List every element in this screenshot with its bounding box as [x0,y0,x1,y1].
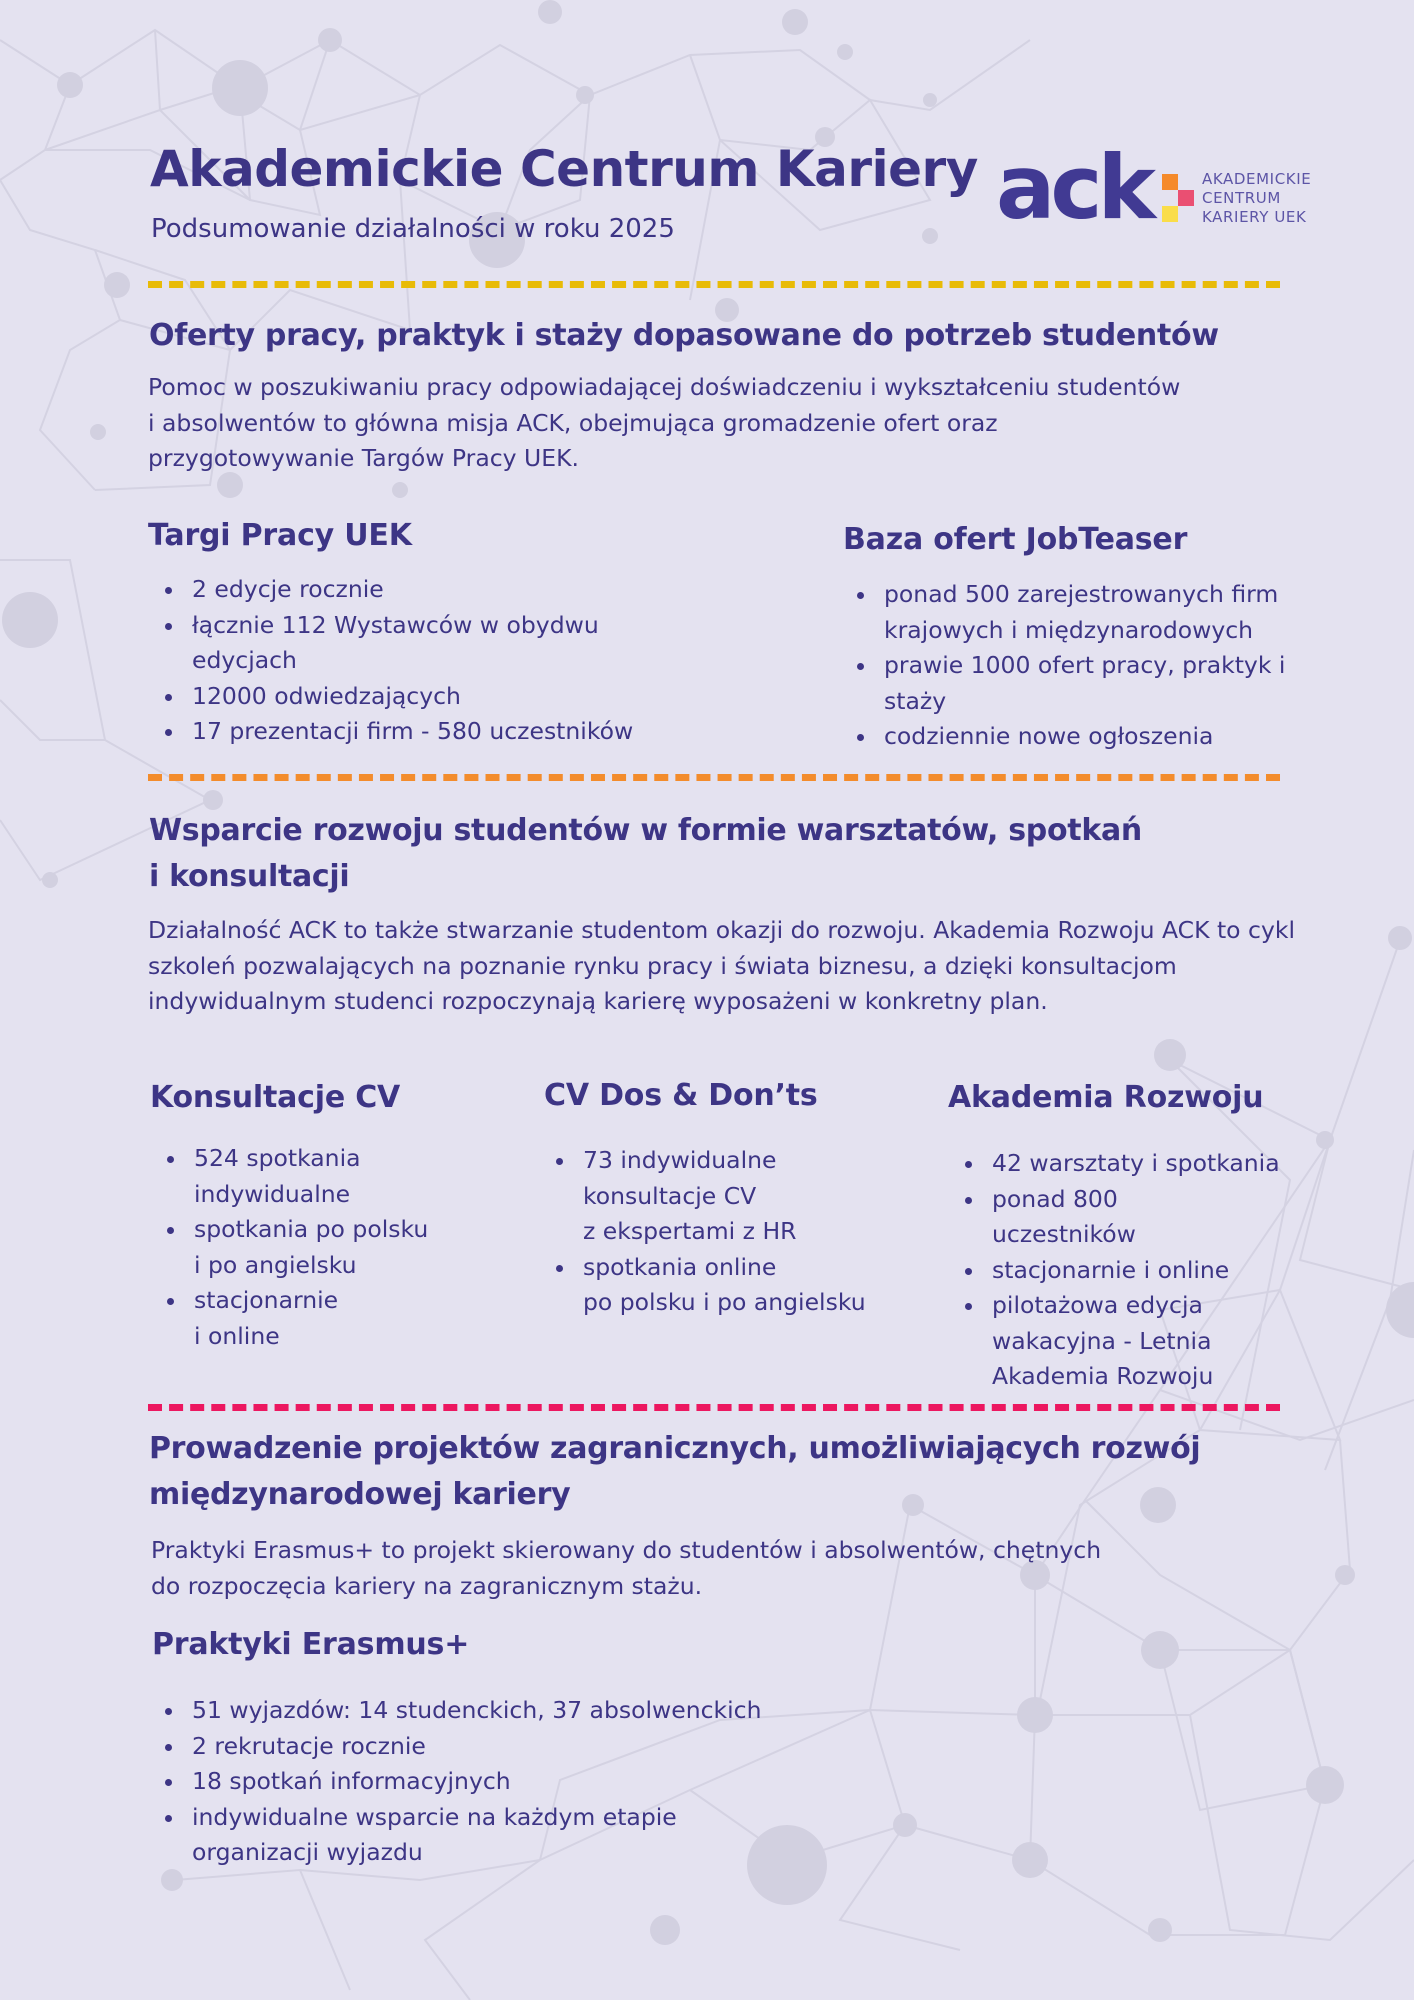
section-text-development: Działalność ACK to także stwarzanie studentom okazji do rozwoju. Akademia Rozwoju ACK to cykl szkoleń pozwalających na poznanie rynku pracy i świata biznesu, a dzięki konsultacjom indywidualnym studenci rozpoczynają karierę wyposażeni w konkretny plan. [148,916,1295,1015]
logo-text-line1: AKADEMICKIE [1202,170,1312,188]
list-item: spotkania online po polsku i po angielsku [539,1250,929,1321]
subheading-akademia-rozwoju: Akademia Rozwoju [948,1080,1264,1115]
list-praktyki-erasmus [148,1693,908,1871]
logo-text-line3: KARIERY UEK [1202,208,1307,226]
list-item: spotkania po polsku i po angielsku [150,1212,530,1283]
section-heading-line: Prowadzenie projektów zagranicznych, umożliwiających rozwój [149,1431,1201,1466]
list-item: 2 rekrutacje rocznie [148,1729,908,1765]
list-jobteaser [840,577,1340,755]
list-item: ponad 500 zarejestrowanych firm krajowych i międzynarodowych [840,577,1340,648]
ack-logo [996,136,1336,239]
list-item: 2 edycje rocznie [148,572,708,608]
list-item: indywidualne wsparcie na każdym etapie organizacji wyjazdu [148,1800,908,1871]
list-item: prawie 1000 ofert pracy, praktyk i staży [840,648,1340,719]
logo-text [1202,170,1311,227]
page-title: Akademickie Centrum Kariery [150,140,978,198]
list-item: codziennie nowe ogłoszenia [840,719,1340,755]
logo-square-pink-icon [1178,190,1194,206]
list-item: 73 indywidualne konsultacje CV z ekspertami z HR [539,1143,929,1250]
list-item: stacjonarnie i online [948,1253,1328,1289]
list-konsultacje-cv [150,1141,530,1354]
list-item: ponad 800 uczestników [948,1182,1328,1253]
page-subtitle: Podsumowanie działalności w roku 2025 [151,214,675,244]
section-heading-job-offers: Oferty pracy, praktyk i staży dopasowane do potrzeb studentów [149,318,1219,353]
subheading-cv-dos-donts: CV Dos & Don’ts [544,1078,818,1113]
subheading-konsultacje-cv: Konsultacje CV [150,1080,401,1115]
section-heading-international [149,1426,1200,1518]
list-item: 12000 odwiedzających [148,679,708,715]
divider-yellow [148,281,1280,288]
logo-square-orange-icon [1162,174,1178,190]
list-item: pilotażowa edycja wakacyjna - Letnia Akademia Rozwoju [948,1288,1328,1395]
list-cv-dos-donts [539,1143,929,1321]
list-item: łącznie 112 Wystawców w obydwu edycjach [148,608,708,679]
section-text-job-offers: Pomoc w poszukiwaniu pracy odpowiadającej doświadczeniu i wykształceniu studentów i absolwentów to główna misja ACK, obejmująca gromadzenie ofert oraz przygotowywanie Targów Pracy UEK. [148,373,1181,472]
list-item: 18 spotkań informacyjnych [148,1764,908,1800]
divider-pink [148,1404,1280,1411]
section-heading-line: międzynarodowej kariery [149,1477,571,1512]
subheading-praktyki-erasmus: Praktyki Erasmus+ [152,1627,470,1662]
section-heading-line: Wsparcie rozwoju studentów w formie warsztatów, spotkań [149,813,1142,848]
list-akademia-rozwoju [948,1146,1328,1395]
logo-square-yellow-icon [1162,206,1178,222]
divider-orange [148,774,1280,781]
list-item: stacjonarnie i online [150,1283,530,1354]
section-text-line: do rozpoczęcia kariery na zagranicznym stażu. [151,1571,703,1600]
logo-text-line2: CENTRUM [1202,189,1281,207]
subheading-targi-pracy: Targi Pracy UEK [148,518,412,553]
logo-wordmark: ack [996,136,1152,239]
section-text-international [151,1533,1101,1604]
section-heading-development [149,808,1142,900]
list-item: 42 warsztaty i spotkania [948,1146,1328,1182]
section-text-line: Praktyki Erasmus+ to projekt skierowany do studentów i absolwentów, chętnych [151,1536,1102,1564]
list-item: 17 prezentacji firm - 580 uczestników [148,714,708,750]
section-heading-line: i konsultacji [149,859,350,894]
list-targi-pracy [148,572,708,750]
subheading-jobteaser: Baza ofert JobTeaser [843,522,1188,557]
list-item: 524 spotkania indywidualne [150,1141,530,1212]
list-item: 51 wyjazdów: 14 studenckich, 37 absolwenckich [148,1693,908,1729]
